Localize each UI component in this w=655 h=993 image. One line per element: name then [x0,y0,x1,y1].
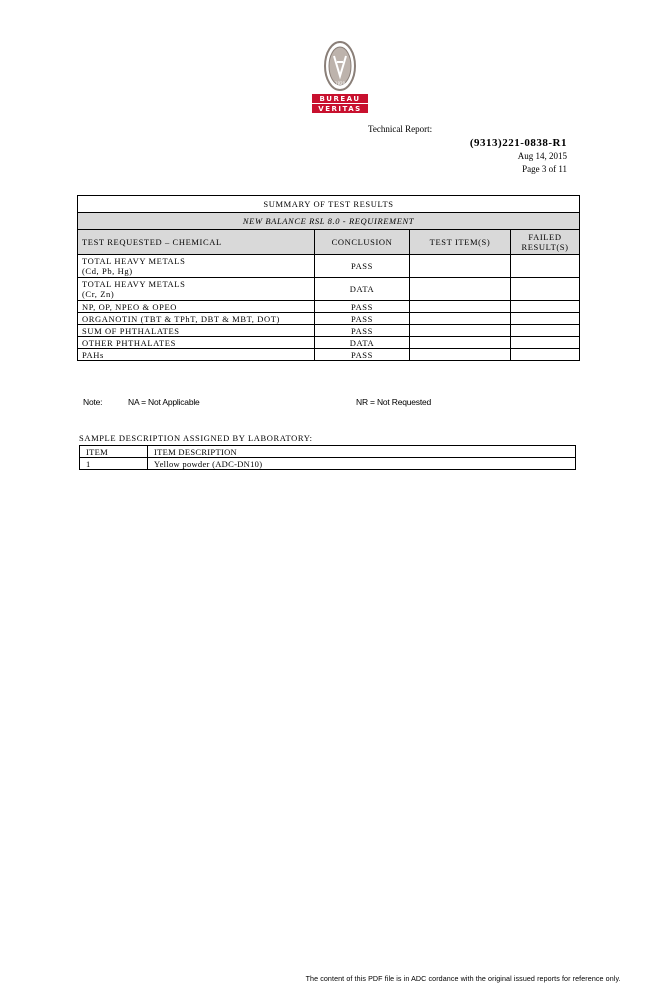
summary-title: SUMMARY OF TEST RESULTS [78,196,580,213]
test-items [410,313,511,325]
conclusion: PASS [315,349,410,361]
note-na: NA = Not Applicable [128,397,200,407]
col-test-items: TEST ITEM(S) [410,230,511,255]
bureau-veritas-logo [312,38,368,114]
test-items [410,301,511,313]
table-row [78,313,580,325]
failed-results [511,301,580,313]
test-name: ORGANOTIN (TBT & TPhT, DBT & MBT, DOT) [78,313,315,325]
logo-line1: BUREAU [319,95,361,103]
test-name: TOTAL HEAVY METALS (Cd, Pb, Hg) [78,255,315,278]
summary-subtitle: NEW BALANCE RSL 8.0 - REQUIREMENT [78,213,580,230]
logo-year: 1828 [334,81,346,86]
summary-table [77,195,580,361]
failed-results [511,255,580,278]
failed-results [511,325,580,337]
note-label: Note: [83,397,103,407]
sample-table [79,445,576,470]
test-items [410,255,511,278]
col-item: ITEM [80,446,148,458]
table-row [78,349,580,361]
failed-results [511,337,580,349]
test-name: TOTAL HEAVY METALS (Cr, Zn) [78,278,315,301]
sample-section-title: SAMPLE DESCRIPTION ASSIGNED BY LABORATORY: [79,433,313,443]
test-name: OTHER PHTHALATES [78,337,315,349]
table-row [78,301,580,313]
conclusion: DATA [315,278,410,301]
page-number: Page 3 of 11 [522,164,567,174]
failed-results [511,349,580,361]
report-number: (9313)221-0838-R1 [469,137,567,149]
test-name: SUM OF PHTHALATES [78,325,315,337]
col-failed-results: FAILED RESULT(S) [511,230,580,255]
col-item-description: ITEM DESCRIPTION [148,446,576,458]
col-test-requested: TEST REQUESTED – CHEMICAL [78,230,315,255]
item-number: 1 [80,458,148,470]
test-items [410,325,511,337]
report-date: Aug 14, 2015 [517,151,567,161]
test-name: NP, OP, NPEO & OPEO [78,301,315,313]
test-items [410,337,511,349]
conclusion: PASS [315,325,410,337]
conclusion: PASS [315,313,410,325]
conclusion: PASS [315,255,410,278]
col-conclusion: CONCLUSION [315,230,410,255]
test-items [410,278,511,301]
table-row [78,325,580,337]
item-description: Yellow powder (ADC-DN10) [148,458,576,470]
conclusion: PASS [315,301,410,313]
note-nr: NR = Not Requested [356,397,432,407]
conclusion: DATA [315,337,410,349]
failed-results [511,278,580,301]
table-row [78,255,580,278]
table-row [80,458,576,470]
logo-line2: VERITAS [318,105,362,113]
test-name: PAHs [78,349,315,361]
failed-results [511,313,580,325]
table-row [78,278,580,301]
test-items [410,349,511,361]
report-label: Technical Report: [368,124,433,134]
table-row [78,337,580,349]
footer-disclaimer: The content of this PDF file is in ADC cordance with the original issued reports for reference only. [305,974,621,983]
